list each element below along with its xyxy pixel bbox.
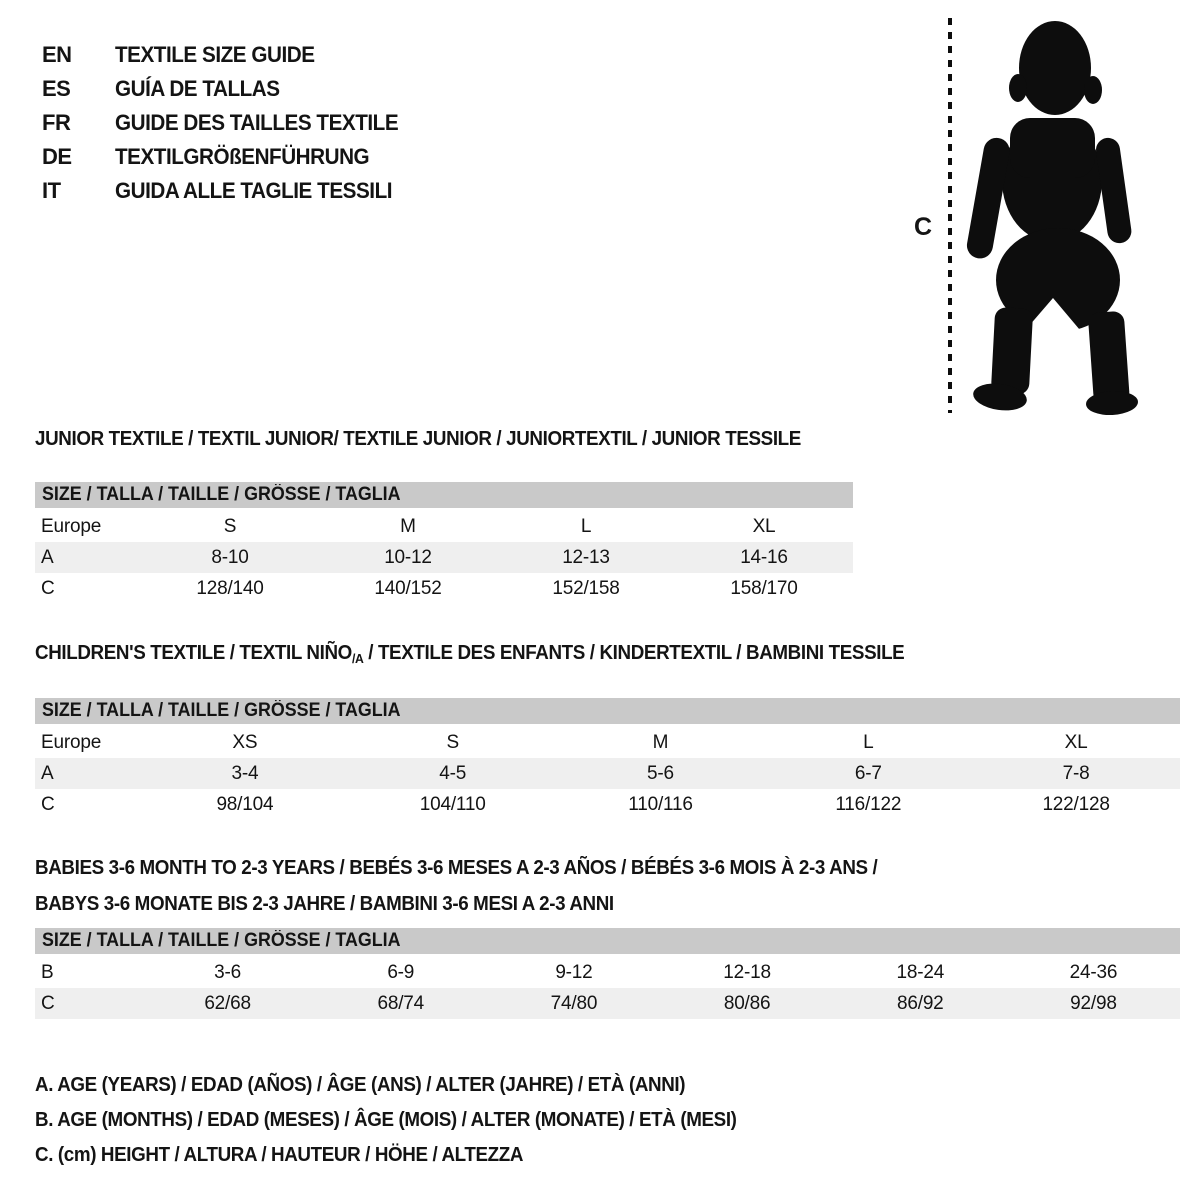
lang-row-de [42,140,416,174]
size-cell: S [446,732,459,753]
lang-row-it [42,174,416,208]
size-cell: 98/104 [216,794,274,815]
section-title-babies-line1: BABIES 3-6 MONTH TO 2-3 YEARS / BEBÉS 3-6 MESES A 2-3 AÑOS / BÉBÉS 3-6 MOIS À 2-3 ANS / [35,857,878,879]
size-cell: M [400,516,416,537]
table-row [35,758,1180,789]
size-cell: 152/158 [552,578,620,599]
size-cell: 10-12 [384,547,432,568]
lang-code: ES [42,76,71,101]
size-cell: XL [1064,732,1088,753]
row-label: Europe [41,516,102,537]
guide-title: TEXTILGRÖßENFÜHRUNG [115,144,370,169]
size-cell: 14-16 [740,547,788,568]
legend-note-b: B. AGE (MONTHS) / EDAD (MESES) / ÂGE (MOIS) / ALTER (MONATE) / ETÀ (MESI) [35,1109,737,1131]
size-cell: 80/86 [723,993,771,1014]
lang-row-fr [42,106,416,140]
size-cell: 86/92 [897,993,944,1014]
size-header-bar [35,482,853,508]
size-cell: 62/68 [204,993,251,1014]
size-cell: L [863,732,874,753]
size-cell: 68/74 [377,993,425,1014]
size-cell: 3-4 [231,763,259,784]
lang-code: DE [42,144,72,169]
size-cell: 104/110 [419,794,486,815]
size-cell: 158/170 [730,578,798,599]
children-size-table [35,698,1180,820]
size-cell: 18-24 [896,962,945,983]
size-header-bar [35,928,1180,954]
size-header-text: SIZE / TALLA / TAILLE / GRÖSSE / TAGLIA [42,930,401,951]
guide-title: GUIDE DES TAILLES TEXTILE [115,110,399,135]
row-label: C [41,794,55,815]
table-row [35,542,853,573]
size-cell: 116/122 [835,794,902,815]
size-cell: XL [752,516,776,537]
size-cell: 12-18 [723,962,771,983]
table-row [35,988,1180,1019]
size-cell: 9-12 [555,962,593,983]
size-cell: 74/80 [550,993,598,1014]
size-cell: 92/98 [1070,993,1117,1014]
guide-title: GUIDA ALLE TAGLIE TESSILI [115,178,393,203]
row-label: C [41,578,55,599]
size-cell: S [223,516,237,537]
legend-note-a: A. AGE (YEARS) / EDAD (AÑOS) / ÂGE (ANS) / ALTER (JAHRE) / ETÀ (ANNI) [35,1074,686,1096]
table-row [35,511,853,542]
children-textile-section [35,642,1180,820]
lang-code: FR [42,110,71,135]
size-cell: L [580,516,592,537]
section-title-children [35,642,1111,670]
lang-code: IT [42,178,61,203]
size-cell: 8-10 [211,547,249,568]
section-title-babies-line2: BABYS 3-6 MONATE BIS 2-3 JAHRE / BAMBINI 3-6 MESI A 2-3 ANNI [35,893,614,915]
size-header-bar [35,698,1180,724]
guide-title: GUÍA DE TALLAS [115,76,280,101]
size-cell: M [652,732,669,753]
babies-textile-section [35,850,1180,1019]
babies-size-table [35,928,1180,1019]
section-title-junior: JUNIOR TEXTILE / TEXTIL JUNIOR/ TEXTILE JUNIOR / JUNIORTEXTIL / JUNIOR TESSILE [35,428,801,450]
size-cell: 140/152 [374,578,442,599]
guide-title: TEXTILE SIZE GUIDE [115,42,315,67]
table-row [35,957,1180,988]
row-label: A [41,547,54,568]
size-cell: 6-7 [854,763,882,784]
junior-textile-section [35,428,853,604]
size-cell: 6-9 [387,962,415,983]
size-cell: 24-36 [1069,962,1118,983]
lang-row-en [42,38,416,72]
size-cell: 128/140 [196,578,264,599]
title-part: / TEXTILE DES ENFANTS / KINDERTEXTIL / BAMBINI TESSILE [363,642,905,664]
title-part: CHILDREN'S TEXTILE / TEXTIL NIÑO [35,642,352,664]
row-label: B [41,962,54,983]
language-title-block [42,38,416,208]
height-figure [900,15,1160,420]
legend-notes [35,1068,781,1173]
legend-note-c: C. (cm) HEIGHT / ALTURA / HAUTEUR / HÖHE / ALTEZZA [35,1144,524,1166]
size-cell: 110/116 [628,794,693,815]
size-cell: 122/128 [1042,794,1110,815]
size-cell: 5-6 [647,763,674,784]
size-cell: 4-5 [439,763,467,784]
size-cell: 7-8 [1062,763,1090,784]
row-label: Europe [41,732,102,753]
size-header-text: SIZE / TALLA / TAILLE / GRÖSSE / TAGLIA [42,700,401,721]
lang-code: EN [42,42,72,67]
baby-silhouette-image [900,15,1160,420]
table-row [35,727,1180,758]
row-label: C [41,993,55,1014]
size-cell: 12-13 [562,547,610,568]
title-subscript: /A [351,651,364,666]
baby-silhouette [965,21,1139,416]
size-header-text: SIZE / TALLA / TAILLE / GRÖSSE / TAGLIA [42,484,401,505]
row-label: A [41,763,54,784]
height-measure-label: C [914,213,933,241]
lang-row-es [42,72,416,106]
size-cell: XS [232,732,258,753]
table-row [35,789,1180,820]
table-row [35,573,853,604]
size-cell: 3-6 [214,962,242,983]
junior-size-table [35,482,853,604]
